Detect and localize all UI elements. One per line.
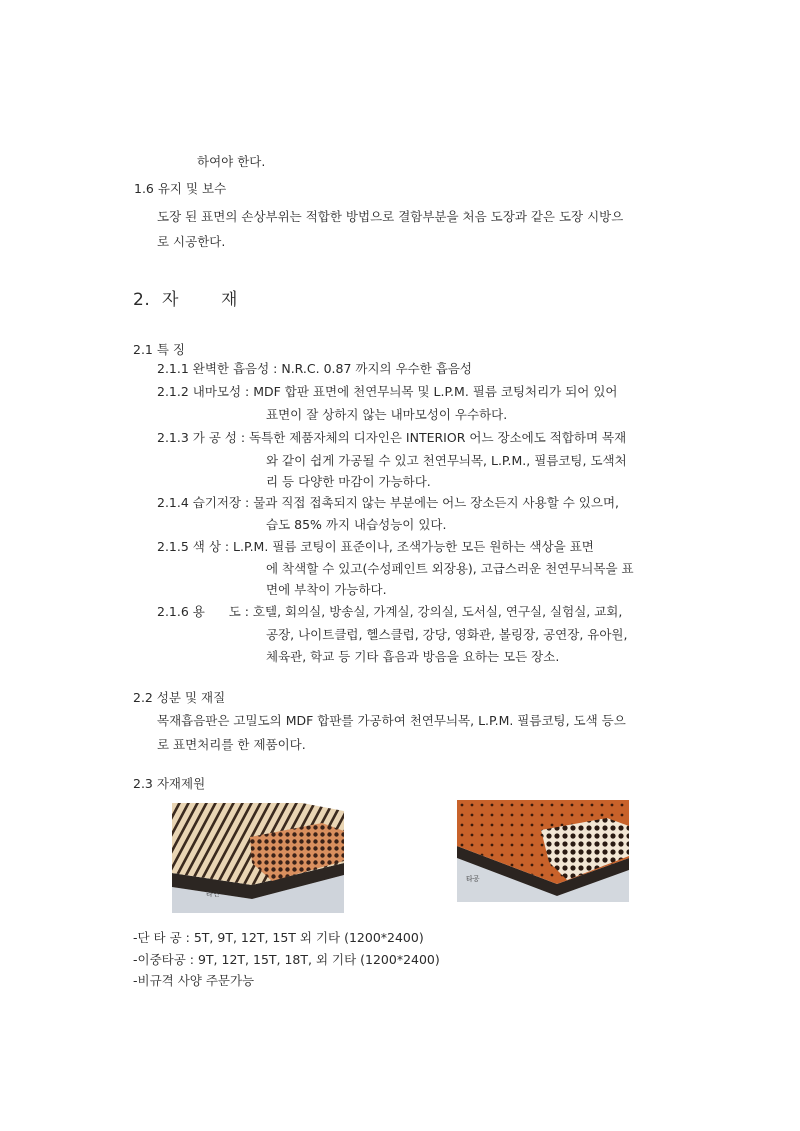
item-2-1-6-line-1: 2.1.6 용 도 : 호텔, 회의실, 방송실, 가계실, 강의실, 도서실, 연구실, 실험실, 교회, (157, 604, 623, 619)
item-2-1-6-line-3: 체육관, 학교 등 기타 흡음과 방음을 요하는 모든 장소. (266, 649, 560, 664)
item-2-1-2-line-1: 2.1.2 내마모성 : MDF 합판 표면에 천연무늬목 및 L.P.M. 필름 코팅처리가 되어 있어 (157, 384, 618, 399)
section-1-6-line-2: 로 시공한다. (157, 234, 226, 249)
section-2-2-line-2: 로 표면처리를 한 제품이다. (157, 737, 306, 752)
item-2-1-4-line-1: 2.1.4 습기저장 : 물과 직접 접촉되지 않는 부분에는 어느 장소든지 사용할 수 있으며, (157, 495, 619, 510)
item-2-1-3-line-1: 2.1.3 가 공 성 : 독특한 제품자체의 디자인은 INTERIOR 어느 장소에도 적합하며 목재 (157, 430, 627, 445)
item-2-1-6-line-2: 공장, 나이트클럽, 헬스클럽, 강당, 영화관, 볼링장, 공연장, 유아원, (266, 627, 628, 642)
perforated-panel-image (457, 800, 629, 902)
section-2-number: 2. (133, 290, 151, 310)
section-2-2-title: 2.2 성분 및 재질 (133, 690, 226, 705)
section-2-2-line-1: 목재흡음판은 고밀도의 MDF 합판를 가공하여 천연무늬목, L.P.M. 필름코팅, 도색 등으 (157, 713, 626, 728)
section-2-3-title: 2.3 자재제원 (133, 776, 206, 791)
item-2-1-2-line-2: 표면이 잘 상하지 않는 내마모성이 우수하다. (266, 407, 508, 422)
section-2-1-title: 2.1 특 징 (133, 342, 185, 357)
item-2-1-3-line-2: 와 같이 쉽게 가공될 수 있고 천연무늬목, L.P.M., 필름코팅, 도색처 (266, 453, 627, 468)
spec-single-perforation: -단 타 공 : 5T, 9T, 12T, 15T 외 기타 (1200*2400) (133, 930, 424, 945)
item-2-1-3-line-3: 리 등 다양한 마감이 가능하다. (266, 474, 431, 489)
section-1-6-title: 1.6 유지 및 보수 (134, 181, 227, 196)
section-1-6-line-1: 도장 된 표면의 손상부위는 적합한 방법으로 결함부분을 처음 도장과 같은 도장 시방으 (157, 209, 624, 224)
line-panel-image (172, 803, 344, 913)
perforated-panel-caption: 타공 (466, 875, 480, 883)
line-panel-caption: 라인 (206, 890, 220, 898)
item-2-1-1: 2.1.1 완벽한 흡음성 : N.R.C. 0.87 까지의 우수한 흡음성 (157, 361, 473, 376)
item-2-1-5-line-1: 2.1.5 색 상 : L.P.M. 필름 코팅이 표준이나, 조색가능한 모든 원하는 색상을 표면 (157, 539, 594, 554)
section-2-word-1: 자 (162, 290, 179, 310)
spec-custom-order: -비규격 사양 주문가능 (133, 973, 255, 988)
item-2-1-5-line-3: 면에 부착이 가능하다. (266, 582, 387, 597)
continued-line: 하여야 한다. (197, 154, 266, 169)
item-2-1-4-line-2: 습도 85% 까지 내습성능이 있다. (266, 517, 447, 532)
section-2-word-2: 재 (220, 290, 238, 310)
item-2-1-5-line-2: 에 착색할 수 있고(수성페인트 외장용), 고급스러운 천연무늬목을 표 (266, 561, 634, 576)
section-2-heading (133, 292, 238, 309)
spec-double-perforation: -이중타공 : 9T, 12T, 15T, 18T, 외 기타 (1200*2400) (133, 952, 440, 967)
